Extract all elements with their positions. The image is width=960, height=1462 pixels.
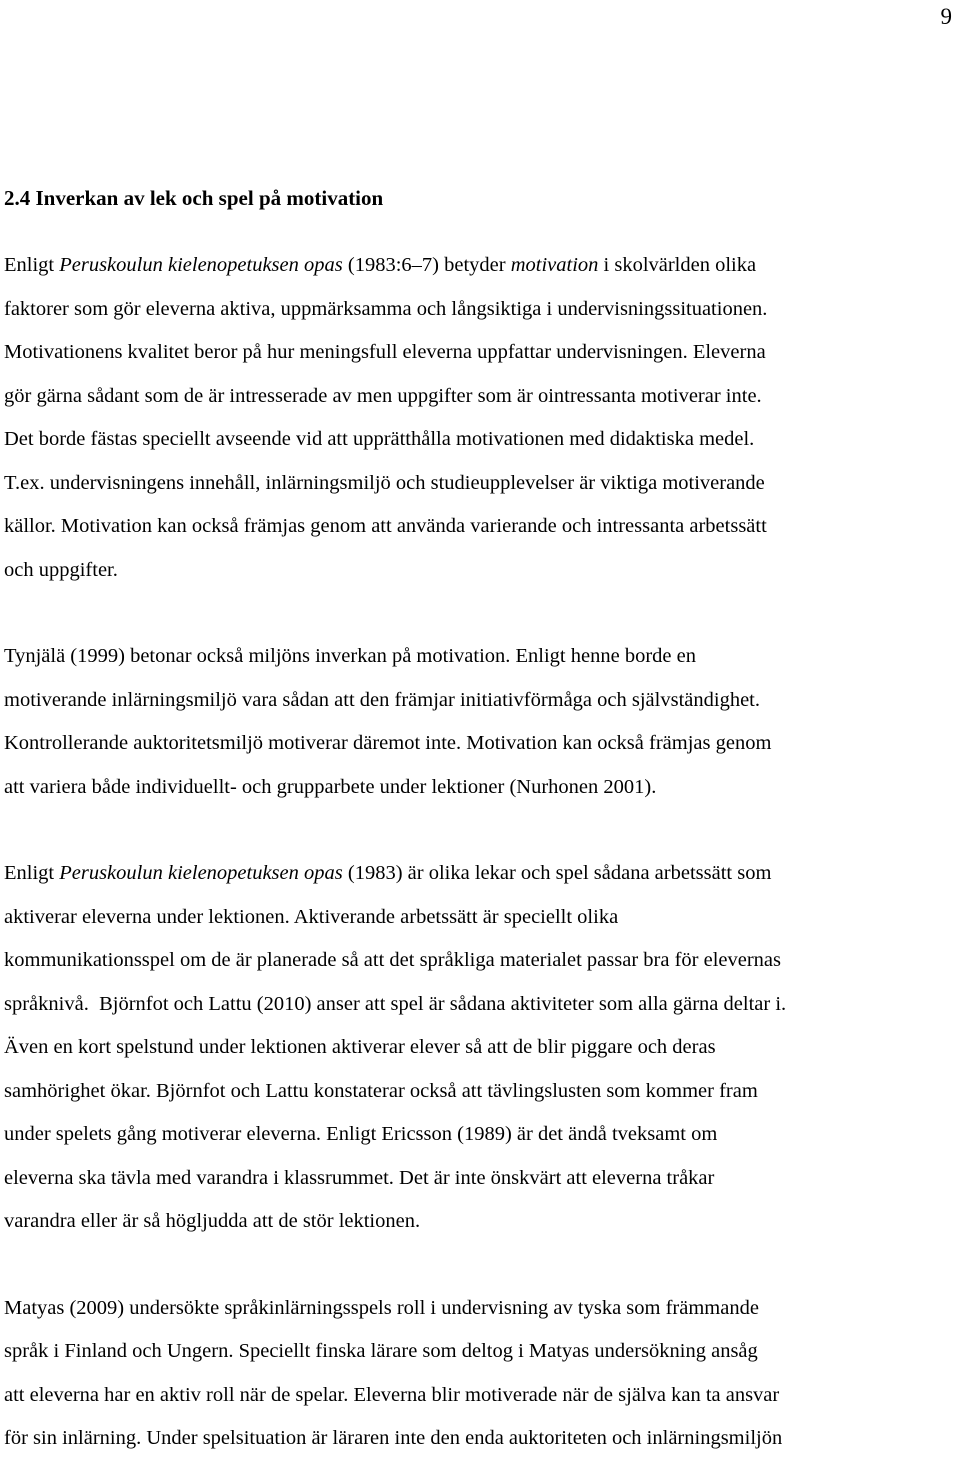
text-line — [4, 635, 960, 679]
paragraph — [4, 852, 960, 1244]
text-segment: (1983) är olika lekar och spel sådana arbetssätt som — [342, 862, 772, 884]
text-segment: eleverna ska tävla med varandra i klassrummet. Det är inte önskvärt att eleverna tråkar — [4, 1166, 715, 1189]
text-line — [4, 679, 960, 723]
text-line — [4, 983, 960, 1027]
text-line — [4, 766, 960, 810]
text-segment: språk i Finland och Ungern. Speciellt finska lärare som deltog i Matyas undersökning ansåg — [4, 1340, 758, 1362]
text-line — [4, 375, 960, 419]
text-segment: gör gärna sådant som de är intresserade av men uppgifter som är ointressanta motiverar inte. — [4, 384, 762, 407]
text-segment: faktorer som gör eleverna aktiva, uppmärksamma och långsiktiga i undervisningssituationen. — [4, 297, 768, 320]
text-line — [4, 331, 960, 375]
paragraph — [4, 244, 960, 592]
text-segment: Det borde fästas speciellt avseende vid att upprätthålla motivationen med didaktiska medel. — [4, 428, 755, 450]
document-body — [4, 181, 960, 1461]
text-segment: för sin inlärning. Under spelsituation är läraren inte den enda auktoriteten och inlärningsmiljön — [4, 1427, 783, 1449]
text-segment: Även en kort spelstund under lektionen aktiverar elever så att de blir piggare och deras — [4, 1036, 716, 1058]
text-segment: och uppgifter. — [4, 558, 118, 581]
text-line — [4, 1026, 960, 1070]
text-line — [4, 852, 960, 896]
text-line — [4, 462, 960, 506]
text-line — [4, 549, 960, 593]
text-segment: Motivationens kvalitet beror på hur meningsfull eleverna uppfattar undervisningen. Eleverna — [4, 341, 766, 363]
italic-text: motivation — [510, 254, 599, 276]
text-segment: Kontrollerande auktoritetsmiljö motiverar däremot inte. Motivation kan också främjas genom — [4, 732, 772, 754]
text-segment: att variera både individuellt- och grupparbete under lektioner (Nurhonen 2001). — [4, 775, 657, 798]
text-line — [4, 939, 960, 983]
text-line — [4, 1070, 960, 1114]
text-line — [4, 1200, 960, 1244]
paragraph — [4, 1287, 960, 1461]
text-segment: under spelets gång motiverar eleverna. Enligt Ericsson (1989) är det ändå tveksamt om — [4, 1123, 718, 1145]
text-line — [4, 418, 960, 462]
text-line — [4, 1287, 960, 1331]
paragraph-container — [4, 244, 960, 1461]
text-segment: språknivå. Björnfot och Lattu (2010) anser att spel är sådana aktiviteter som alla gärna deltar i. — [4, 992, 787, 1015]
section-heading: 2.4 Inverkan av lek och spel på motivation — [4, 186, 384, 210]
text-segment: i skolvärlden olika — [598, 254, 757, 276]
text-segment: källor. Motivation kan också främjas genom att använda varierande och intressanta arbetssätt — [4, 515, 767, 537]
text-line — [4, 722, 960, 766]
paragraph — [4, 635, 960, 809]
text-line — [4, 1374, 960, 1418]
text-segment: Enligt — [4, 862, 60, 884]
text-segment: Enligt — [4, 254, 60, 276]
text-line — [4, 288, 960, 332]
text-segment: (1983:6–7) betyder — [342, 254, 511, 276]
text-segment: samhörighet ökar. Björnfot och Lattu konstaterar också att tävlingslusten som kommer fram — [4, 1079, 758, 1102]
text-segment: Matyas (2009) undersökte språkinlärningsspels roll i undervisning av tyska som främmande — [4, 1296, 759, 1319]
text-segment: att eleverna har en aktiv roll när de spelar. Eleverna blir motiverade när de själva kan ta ansvar — [4, 1383, 780, 1406]
text-line — [4, 896, 960, 940]
text-line — [4, 244, 960, 288]
text-segment: varandra eller är så högljudda att de stör lektionen. — [4, 1210, 421, 1232]
text-segment: Tynjälä (1999) betonar också miljöns inverkan på motivation. Enligt henne borde en — [4, 645, 696, 667]
text-segment: kommunikationsspel om de är planerade så att det språkliga materialet passar bra för elevernas — [4, 949, 781, 971]
italic-text: Peruskoulun kielenopetuksen opas — [59, 254, 343, 276]
text-segment: aktiverar eleverna under lektionen. Aktiverande arbetssätt är speciellt olika — [4, 905, 619, 928]
text-line — [4, 1330, 960, 1374]
italic-text: Peruskoulun kielenopetuksen opas — [59, 862, 343, 884]
text-line — [4, 1417, 960, 1461]
text-line — [4, 505, 960, 549]
text-line — [4, 1113, 960, 1157]
text-segment: motiverande inlärningsmiljö vara sådan att den främjar initiativförmåga och självständighet. — [4, 688, 760, 711]
text-line — [4, 1157, 960, 1201]
text-segment: T.ex. undervisningens innehåll, inlärningsmiljö och studieupplevelser är viktiga motiverande — [4, 471, 765, 494]
page-number: 9 — [940, 4, 952, 29]
